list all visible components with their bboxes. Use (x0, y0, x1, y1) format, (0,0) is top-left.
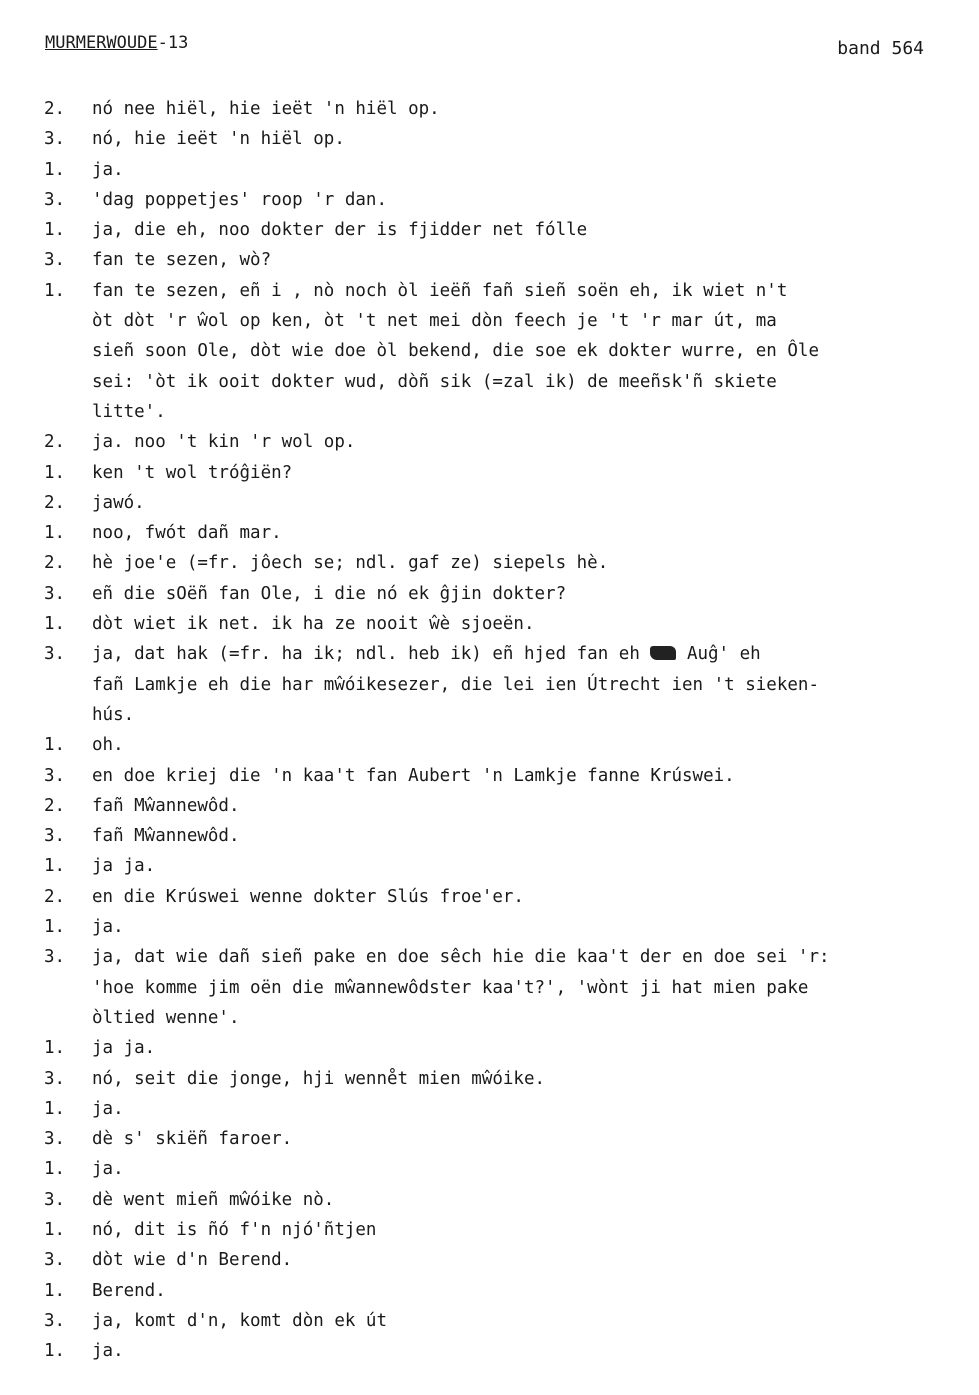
transcript-line (44, 1033, 949, 1063)
line-text: hè joe'e (=fr. jôech se; ndl. gaf ze) siepels hè. (92, 553, 609, 574)
speaker-number: 3. (44, 1068, 66, 1089)
line-text: ja, komt d'n, komt dòn ek út (92, 1310, 388, 1331)
speaker-number: 2. (44, 432, 66, 453)
line-text: eñ die sOëñ fan Ole, i die nó ek ĝjin dokter? (92, 583, 567, 604)
line-text: nó, seit die jonge, hji wenne̊t mien mŵóike. (92, 1068, 546, 1089)
transcript-line (44, 1094, 949, 1124)
transcript-line (44, 942, 949, 1033)
transcript-line (44, 245, 949, 275)
line-text: ja. (92, 1159, 124, 1180)
speaker-number: 3. (44, 947, 66, 968)
speaker-number: 3. (44, 189, 66, 210)
line-text: en die Krúswei wenne dokter Slús froe'er. (92, 886, 524, 907)
band-number: band 564 (837, 38, 924, 59)
line-text: ja. (92, 1098, 124, 1119)
transcript-line (44, 124, 949, 154)
transcript-line (44, 518, 949, 548)
line-text: dòt wie d'n Berend. (92, 1250, 293, 1271)
crossed-out-scribble (650, 646, 676, 660)
speaker-number: 1. (44, 159, 66, 180)
transcript-line (44, 185, 949, 215)
transcript-line (44, 155, 949, 185)
speaker-number: 3. (44, 583, 66, 604)
speaker-number: 3. (44, 644, 66, 665)
speaker-number: 2. (44, 886, 66, 907)
transcript-line (44, 1185, 949, 1215)
speaker-number: 1. (44, 735, 66, 756)
line-text: ja ja. (92, 856, 156, 877)
transcript-line (44, 548, 949, 578)
speaker-number: 2. (44, 99, 66, 119)
line-text: ja ja. (92, 1038, 156, 1059)
transcript-line (44, 1064, 949, 1094)
line-text: ken 't wol tróĝiën? (92, 462, 293, 483)
transcript-line (44, 882, 949, 912)
speaker-number: 3. (44, 765, 66, 786)
transcript-line (44, 1336, 949, 1366)
speaker-number: 3. (44, 1189, 66, 1210)
line-text: 'dag poppetjes' roop 'r dan. (92, 189, 388, 210)
speaker-number: 3. (44, 1250, 66, 1271)
line-text: fañ Mŵannewôd. (92, 795, 240, 816)
transcript-line (44, 1245, 949, 1275)
transcript-line (44, 276, 949, 427)
speaker-number: 1. (44, 1038, 66, 1059)
transcript-line (44, 791, 949, 821)
title-underlined: MURMERWOUDE (45, 33, 158, 53)
speaker-number: 1. (44, 1098, 66, 1119)
line-text: dè s' skiëñ faroer. (92, 1129, 293, 1150)
speaker-number: 2. (44, 553, 66, 574)
speaker-number: 1. (44, 220, 66, 241)
transcript-line (44, 94, 949, 124)
transcript-line (44, 912, 949, 942)
transcript-line (44, 1124, 949, 1154)
speaker-number: 3. (44, 1129, 66, 1150)
title-suffix: -13 (157, 33, 189, 53)
line-text: ja. noo 't kin 'r wol op. (92, 432, 356, 453)
speaker-number: 1. (44, 523, 66, 544)
speaker-number: 2. (44, 492, 66, 513)
transcript-line (44, 1215, 949, 1245)
speaker-number: 1. (44, 462, 66, 483)
line-text: ja, dat wie dañ sieñ pake en doe sêch hie die kaa't der en doe sei 'r: 'hoe komme jim oën die mŵannewôdster kaa't?', 'wònt ji hat mien pake òltied wenne'. (92, 947, 830, 1028)
transcript-line (44, 488, 949, 518)
speaker-number: 3. (44, 250, 66, 271)
line-text: ja. (92, 1341, 124, 1362)
line-text: nó, hie ieët 'n hiël op. (92, 129, 345, 150)
transcript-line (44, 579, 949, 609)
speaker-number: 1. (44, 917, 66, 938)
speaker-number: 1. (44, 1280, 66, 1301)
transcript-line (44, 427, 949, 457)
line-text: en doe kriej die 'n kaa't fan Aubert 'n Lamkje fanne Krúswei. (92, 765, 735, 786)
line-text: Berend. (92, 1280, 166, 1301)
line-text: ja. (92, 917, 124, 938)
line-text: nó, dit is ñó f'n njó'ñtjen (92, 1219, 377, 1240)
transcript-line (44, 215, 949, 245)
speaker-number: 3. (44, 826, 66, 847)
speaker-number: 2. (44, 795, 66, 816)
speaker-number: 1. (44, 1341, 66, 1362)
line-text: fañ Mŵannewôd. (92, 826, 240, 847)
line-text: dè went mieñ mŵóike nò. (92, 1189, 335, 1210)
transcript-line (44, 458, 949, 488)
speaker-number: 1. (44, 1219, 66, 1240)
transcript-line (44, 821, 949, 851)
line-text: fan te sezen, eñ i , nò noch òl ieëñ fañ sieñ soën eh, ik wiet n't òt dòt 'r ŵol op ken, òt 't net mei dòn feech je 't 'r mar út, ma sieñ soon Ole, dòt wie doe òl bekend, die soe ek dokter wurre, en Ôle sei: 'òt ik ooit dokter wud, dòñ sik (=zal ik) de meeñsk'ñ skiete litte'. (92, 280, 819, 422)
line-text: ja. (92, 159, 124, 180)
speaker-number: 3. (44, 129, 66, 150)
speaker-number: 3. (44, 1310, 66, 1331)
line-text: jawó. (92, 492, 145, 513)
line-text: dòt wiet ik net. ik ha ze nooit ŵè sjoeën. (92, 614, 535, 635)
document-title (45, 33, 188, 53)
transcript-line (44, 761, 949, 791)
transcript-line (44, 730, 949, 760)
transcript-line (44, 1276, 949, 1306)
line-text: oh. (92, 735, 124, 756)
transcript-line (44, 851, 949, 881)
transcript-line (44, 1306, 949, 1336)
speaker-number: 1. (44, 614, 66, 635)
line-text: ja, die eh, noo dokter der is fjidder net fólle (92, 220, 588, 241)
transcript-line (44, 1154, 949, 1184)
transcript-line (44, 639, 949, 730)
speaker-number: 1. (44, 280, 66, 301)
line-text: nó nee hiël, hie ieët 'n hiël op. (92, 99, 440, 119)
speaker-number: 1. (44, 1159, 66, 1180)
transcript-lines (44, 94, 949, 1366)
line-text: ja, dat hak (=fr. ha ik; ndl. heb ik) eñ hjed fan eh Auĝ' eh fañ Lamkje eh die har mŵóikesezer, die lei ien Útrecht ien 't sieken- hús. (92, 644, 819, 725)
speaker-number: 1. (44, 856, 66, 877)
transcript-line (44, 609, 949, 639)
line-text: fan te sezen, wò? (92, 250, 272, 271)
line-text: noo, fwót dañ mar. (92, 523, 282, 544)
